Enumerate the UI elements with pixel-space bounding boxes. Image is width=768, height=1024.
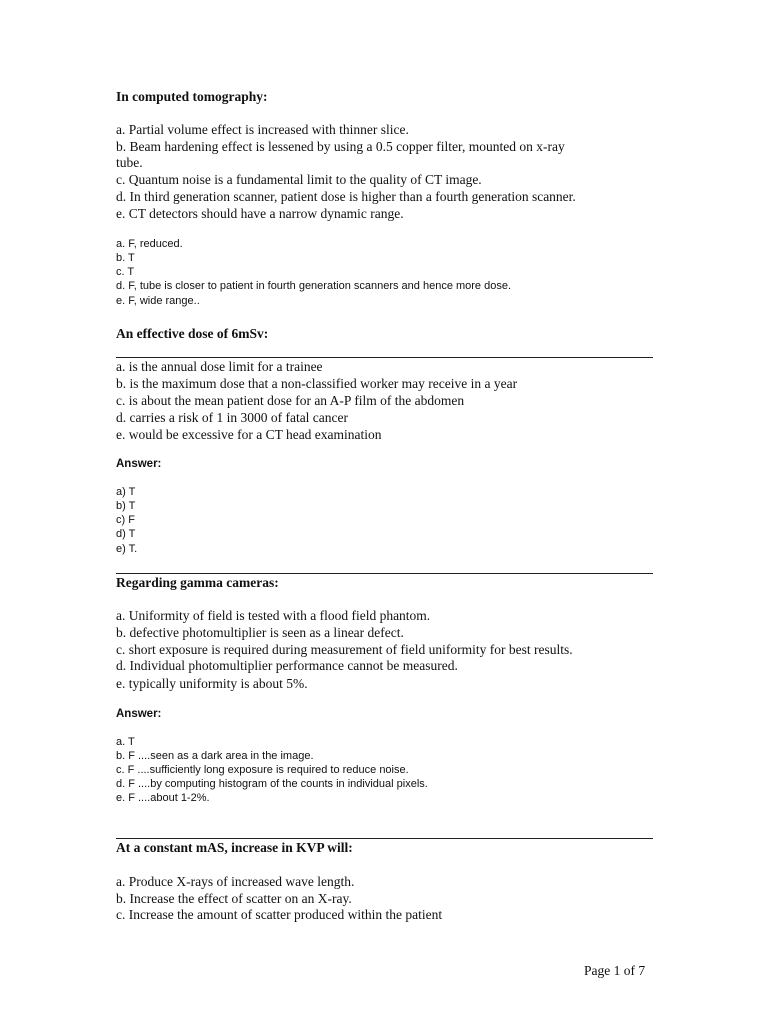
q2-answer-b: b) T [116, 500, 136, 512]
q2-option-d: d. carries a risk of 1 in 3000 of fatal cancer [116, 410, 349, 425]
q1-answer-a: a. F, reduced. [116, 238, 183, 250]
q2-option-a: a. is the annual dose limit for a trainee [116, 359, 323, 374]
q2-answer-e: e) T. [116, 543, 138, 555]
q3-answer-c: c. F ....sufficiently long exposure is required to reduce noise. [116, 764, 409, 776]
q4-option-c: c. Increase the amount of scatter produced within the patient [116, 907, 443, 922]
q2-answer-a: a) T [116, 486, 136, 498]
q3-divider [116, 573, 653, 574]
q3-answer-e: e. F ....about 1-2%. [116, 792, 210, 804]
q2-option-b: b. is the maximum dose that a non-classified worker may receive in a year [116, 376, 518, 391]
q3-option-e: e. typically uniformity is about 5%. [116, 676, 308, 691]
q3-option-c: c. short exposure is required during measurement of field uniformity for best results. [116, 642, 573, 657]
q3-option-d: d. Individual photomultiplier performance cannot be measured. [116, 658, 458, 673]
q1-answer-b: b. T [116, 252, 135, 264]
q1-answer-d: d. F, tube is closer to patient in fourth generation scanners and hence more dose. [116, 280, 512, 292]
q3-option-b: b. defective photomultiplier is seen as a linear defect. [116, 625, 404, 640]
q4-title: At a constant mAS, increase in KVP will: [116, 840, 353, 855]
q2-divider [116, 357, 653, 358]
q1-option-b-cont: tube. [116, 155, 143, 170]
q2-title: An effective dose of 6mSv: [116, 326, 269, 341]
q2-option-c: c. is about the mean patient dose for an A-P film of the abdomen [116, 393, 465, 408]
q1-option-d: d. In third generation scanner, patient dose is higher than a fourth generation scanner. [116, 189, 576, 204]
q3-answer-d: d. F ....by computing histogram of the counts in individual pixels. [116, 778, 428, 790]
q1-option-a: a. Partial volume effect is increased with thinner slice. [116, 122, 409, 137]
q1-option-e: e. CT detectors should have a narrow dynamic range. [116, 206, 404, 221]
q1-answer-e: e. F, wide range.. [116, 295, 200, 307]
q2-answer-label: Answer: [116, 458, 162, 470]
q1-title: In computed tomography: [116, 89, 268, 104]
q3-title: Regarding gamma cameras: [116, 575, 279, 590]
q2-option-e: e. would be excessive for a CT head examination [116, 427, 382, 442]
q2-answer-d: d) T [116, 528, 136, 540]
q3-option-a: a. Uniformity of field is tested with a flood field phantom. [116, 608, 431, 623]
q1-answer-c: c. T [116, 266, 135, 278]
q4-option-b: b. Increase the effect of scatter on an X-ray. [116, 891, 352, 906]
page-number: Page 1 of 7 [584, 963, 646, 978]
q4-divider [116, 838, 653, 839]
q1-option-c: c. Quantum noise is a fundamental limit to the quality of CT image. [116, 172, 482, 187]
q1-option-b: b. Beam hardening effect is lessened by using a 0.5 copper filter, mounted on x-ray [116, 139, 565, 154]
q4-option-a: a. Produce X-rays of increased wave length. [116, 874, 355, 889]
q3-answer-b: b. F ....seen as a dark area in the image. [116, 750, 314, 762]
q3-answer-a: a. T [116, 736, 135, 748]
q2-answer-c: c) F [116, 514, 135, 526]
q3-answer-label: Answer: [116, 708, 162, 720]
